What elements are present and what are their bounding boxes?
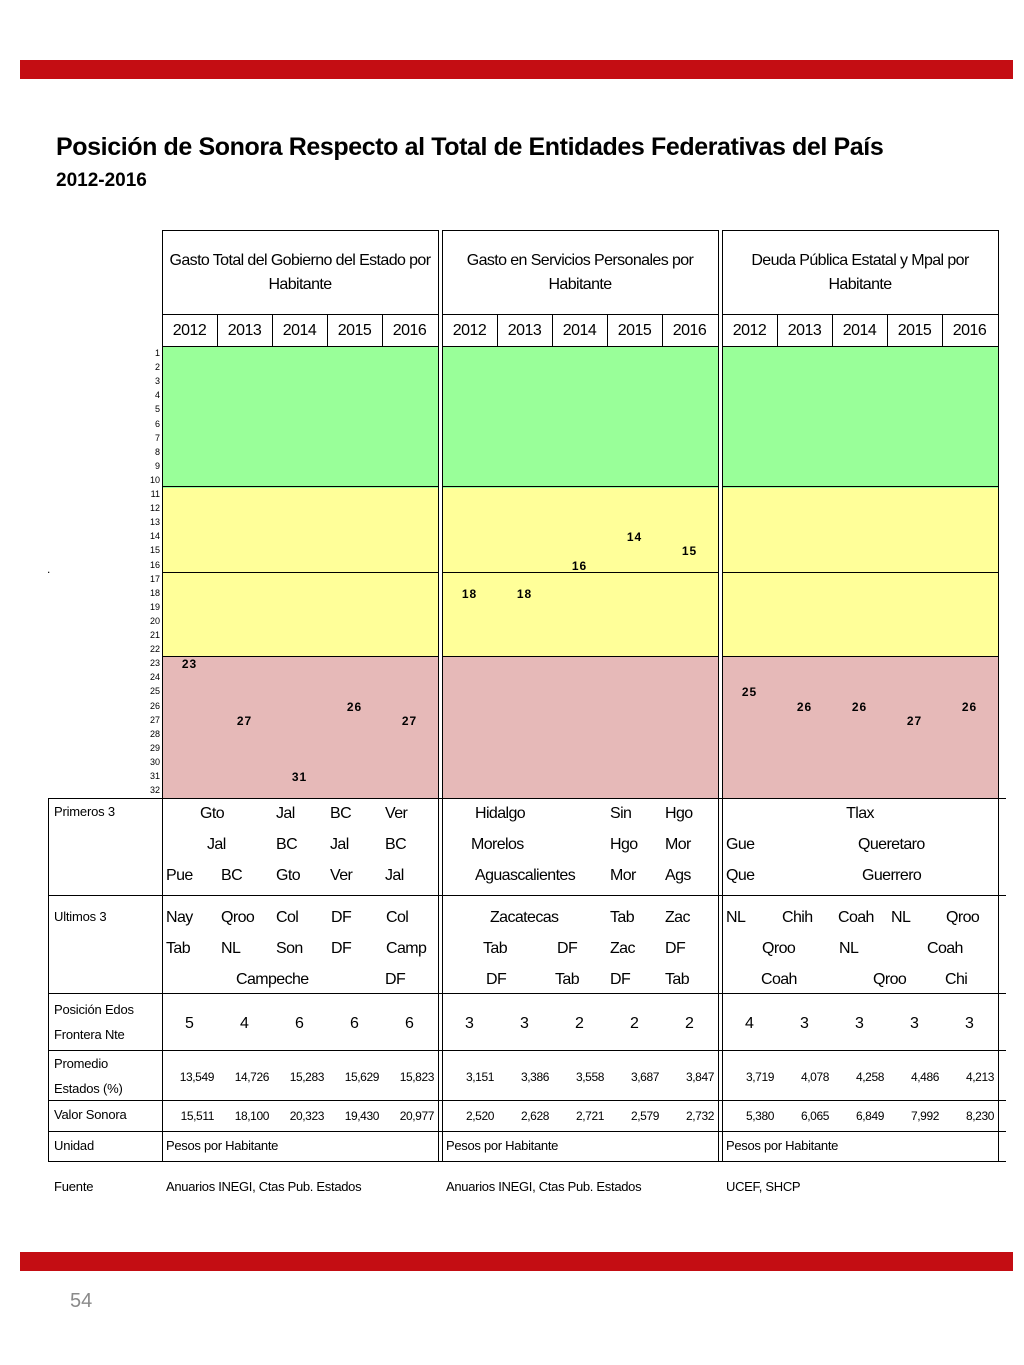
average-value: 14,726 (234, 1070, 269, 1084)
state-abbr: BC (221, 867, 243, 884)
state-abbr: Gto (276, 867, 300, 884)
rank-point: 27 (401, 713, 418, 728)
row-label-valor: Valor Sonora (54, 1107, 127, 1122)
state-abbr: Chi (945, 971, 968, 988)
column-rule (272, 314, 273, 347)
column-rule (217, 314, 218, 347)
row-label-posicion: Posición Edos (54, 1002, 134, 1017)
page-title: Posición de Sonora Respecto al Total de Entidades Federativas del País (56, 133, 884, 161)
state-abbr: DF (486, 971, 507, 988)
state-abbr: DF (557, 940, 578, 957)
group-title-line: Gasto en Servicios Personales por (466, 252, 694, 269)
rank-number: 6 (154, 418, 160, 429)
average-value: 13,549 (179, 1070, 214, 1084)
page-subtitle: 2012-2016 (56, 170, 147, 191)
state-abbr: Nay (166, 909, 193, 926)
group-title (467, 249, 694, 297)
row-rule (162, 486, 439, 487)
state-abbr: Tlax (846, 805, 874, 822)
rank-number: 16 (149, 559, 160, 570)
state-abbr: Jal (385, 867, 404, 884)
sonora-value: 8,230 (965, 1109, 994, 1123)
state-abbr: Qroo (762, 940, 796, 957)
row-label-posicion: Frontera Nte (54, 1027, 125, 1042)
rank-point: 26 (796, 699, 813, 714)
column-rule (438, 230, 439, 1162)
frontera-position: 2 (575, 1015, 584, 1032)
rank-point: 16 (571, 558, 588, 573)
state-abbr: Zac (665, 909, 690, 926)
rank-number: 13 (149, 517, 160, 528)
band-pink (442, 657, 718, 798)
rank-number: 12 (149, 503, 160, 514)
rank-number: 15 (149, 545, 160, 556)
stray-mark: . (47, 562, 51, 576)
state-abbr: Qroo (946, 909, 980, 926)
state-abbr: Ver (330, 867, 353, 884)
column-rule (942, 314, 943, 347)
column-rule (662, 314, 663, 347)
state-abbr: BC (276, 836, 298, 853)
rank-number: 2 (154, 362, 160, 373)
average-value: 3,719 (745, 1070, 774, 1084)
column-rule (48, 798, 49, 1162)
rank-point: 31 (291, 770, 308, 784)
rank-number: 27 (149, 714, 160, 725)
rank-number: 30 (149, 756, 160, 767)
column-rule (722, 230, 723, 1162)
rank-number: 26 (149, 700, 160, 711)
average-value: 15,283 (289, 1070, 324, 1084)
column-rule (777, 314, 778, 347)
state-abbr: NL (839, 940, 859, 957)
average-value: 4,258 (855, 1070, 884, 1084)
frontera-position: 2 (630, 1015, 639, 1032)
column-rule (162, 230, 163, 1162)
state-abbr: Son (276, 940, 303, 957)
frontera-position: 4 (745, 1015, 754, 1032)
state-abbr: Camp (386, 940, 427, 957)
average-value: 3,558 (575, 1070, 604, 1084)
row-rule (162, 656, 439, 657)
state-abbr: BC (330, 805, 352, 822)
average-value: 3,687 (630, 1070, 659, 1084)
row-label-promedio: Estados (%) (54, 1081, 123, 1096)
row-rule (162, 230, 439, 231)
sonora-value: 15,511 (180, 1109, 214, 1123)
column-rule (382, 314, 383, 347)
group-header (722, 232, 998, 314)
rank-point: 15 (681, 544, 698, 559)
unit-text: Pesos por Habitante (726, 1138, 839, 1153)
year-header: 2012 (452, 322, 487, 339)
state-abbr: DF (331, 940, 352, 957)
sonora-value: 20,323 (289, 1109, 324, 1123)
row-rule (442, 346, 719, 347)
year-header: 2013 (227, 322, 262, 339)
year-header: 2013 (507, 322, 542, 339)
column-rule (442, 230, 443, 1162)
rank-number: 1 (154, 348, 160, 358)
state-name: Hidalgo (475, 805, 526, 822)
column-rule (607, 314, 608, 347)
row-rule (722, 314, 999, 315)
year-header: 2013 (787, 322, 822, 339)
rank-number: 9 (154, 460, 160, 471)
state-abbr: Tab (166, 940, 190, 957)
state-abbr: Qroo (873, 971, 907, 988)
state-abbr: DF (610, 971, 631, 988)
row-rule (162, 314, 439, 315)
band-green (442, 347, 718, 488)
year-header: 2014 (282, 322, 317, 339)
average-value: 4,486 (910, 1070, 939, 1084)
frontera-position: 6 (350, 1015, 359, 1032)
row-rule (48, 1100, 1006, 1101)
sonora-value: 2,732 (685, 1109, 714, 1123)
state-abbr: Coah (761, 971, 797, 988)
row-rule (442, 656, 719, 657)
rank-point: 27 (906, 713, 923, 728)
rank-point: 25 (741, 685, 758, 700)
group-title-line: Gasto Total del Gobierno del Estado por (169, 252, 431, 269)
state-abbr: Ver (385, 805, 408, 822)
frontera-position: 4 (240, 1015, 249, 1032)
state-abbr: Gto (200, 805, 224, 822)
sonora-value: 20,977 (399, 1109, 434, 1123)
sonora-value: 2,628 (520, 1109, 549, 1123)
rank-number: 11 (150, 489, 160, 499)
frontera-position: 3 (465, 1015, 474, 1032)
year-header: 2016 (952, 322, 987, 339)
state-abbr: Gue (726, 836, 755, 853)
row-label-promedio: Promedio (54, 1056, 109, 1071)
group-title-line: Deuda Pública Estatal y Mpal por (751, 252, 969, 269)
frontera-position: 6 (405, 1015, 414, 1032)
rank-point: 14 (626, 530, 643, 545)
rank-number: 21 (149, 630, 160, 640)
sonora-value: 2,721 (575, 1109, 604, 1123)
state-abbr: Tab (665, 971, 689, 988)
rank-number: 8 (154, 446, 160, 457)
frontera-position: 6 (295, 1015, 304, 1032)
page-number: 54 (70, 1290, 93, 1312)
rank-number: 4 (154, 390, 160, 401)
row-label-ultimos: Ultimos 3 (54, 909, 107, 924)
rank-point: 18 (461, 586, 478, 601)
state-abbr: Pue (166, 867, 193, 884)
column-rule (998, 230, 999, 1162)
row-label-primeros: Primeros 3 (54, 804, 115, 819)
state-abbr: Sin (610, 805, 632, 822)
bottom-accent-bar (20, 1252, 1013, 1271)
group-title-line: Habitante (828, 276, 892, 293)
rank-number: 23 (149, 658, 160, 669)
column-rule (327, 314, 328, 347)
row-rule (442, 230, 719, 231)
frontera-position: 3 (855, 1015, 864, 1032)
state-abbr: Chih (782, 909, 813, 926)
row-rule (48, 1131, 1006, 1132)
rank-point: 18 (516, 586, 533, 601)
top-accent-bar (20, 60, 1013, 79)
row-rule (442, 486, 719, 487)
year-header: 2012 (732, 322, 767, 339)
year-header: 2014 (562, 322, 597, 339)
frontera-position: 5 (185, 1015, 194, 1032)
column-rule (832, 314, 833, 347)
average-value: 15,629 (344, 1070, 379, 1084)
state-abbr: Tab (555, 971, 579, 988)
frontera-position: 3 (965, 1015, 974, 1032)
row-label-fuente: Fuente (54, 1179, 94, 1194)
year-header: 2016 (672, 322, 707, 339)
frontera-position: 3 (800, 1015, 809, 1032)
state-abbr: Tab (483, 940, 507, 957)
average-value: 4,213 (965, 1070, 994, 1084)
row-rule (722, 572, 999, 573)
rank-number: 18 (149, 587, 160, 598)
state-abbr: Hgo (665, 805, 693, 822)
state-name: Aguascalientes (475, 867, 576, 884)
row-rule (722, 486, 999, 487)
row-rule (722, 230, 999, 231)
rank-number: 7 (154, 432, 160, 443)
state-abbr: DF (331, 909, 352, 926)
rank-point: 26 (851, 699, 868, 714)
unit-text: Pesos por Habitante (446, 1138, 559, 1153)
average-value: 15,823 (399, 1070, 434, 1084)
state-abbr: Zac (610, 940, 635, 957)
frontera-position: 3 (910, 1015, 919, 1032)
state-abbr: DF (665, 940, 686, 957)
year-header: 2016 (392, 322, 427, 339)
source-text: Anuarios INEGI, Ctas Pub. Estados (166, 1179, 362, 1194)
state-abbr: Jal (207, 836, 226, 853)
state-abbr: Hgo (610, 836, 638, 853)
row-rule (48, 895, 1006, 896)
source-text: Anuarios INEGI, Ctas Pub. Estados (446, 1179, 642, 1194)
state-abbr: NL (221, 940, 241, 957)
row-rule (442, 572, 719, 573)
rank-point: 27 (236, 713, 253, 728)
band-green (162, 347, 438, 488)
state-abbr: Ags (665, 867, 691, 884)
rank-number: 32 (149, 785, 160, 796)
unit-text: Pesos por Habitante (166, 1138, 279, 1153)
sonora-value: 19,430 (344, 1109, 379, 1123)
row-rule (722, 346, 999, 347)
row-rule (442, 314, 719, 315)
state-name: Campeche (236, 971, 309, 988)
state-abbr: Mor (665, 836, 691, 853)
source-text: UCEF, SHCP (726, 1179, 801, 1194)
column-rule (718, 230, 719, 1162)
row-rule (162, 572, 439, 573)
rank-number: 22 (149, 644, 160, 655)
state-name: Morelos (471, 836, 524, 853)
row-rule (48, 1161, 1006, 1162)
frontera-position: 3 (520, 1015, 529, 1032)
year-header: 2015 (337, 322, 372, 339)
group-header (162, 232, 438, 314)
group-header (442, 232, 718, 314)
column-rule (552, 314, 553, 347)
band-pink (722, 657, 998, 798)
rank-number: 3 (154, 376, 160, 387)
row-rule (48, 993, 1006, 994)
state-abbr: Coah (927, 940, 963, 957)
year-header: 2012 (172, 322, 207, 339)
average-value: 4,078 (800, 1070, 829, 1084)
rank-number: 14 (149, 531, 160, 542)
state-abbr: Col (386, 909, 409, 926)
year-header: 2015 (617, 322, 652, 339)
state-abbr: Mor (610, 867, 636, 884)
rank-number: 5 (154, 404, 160, 415)
state-name: Guerrero (862, 867, 922, 884)
state-abbr: NL (891, 909, 911, 926)
sonora-value: 5,380 (745, 1109, 774, 1123)
sonora-value: 6,065 (800, 1109, 829, 1123)
state-name: Zacatecas (490, 909, 559, 926)
rank-number: 25 (149, 686, 160, 697)
state-abbr: Qroo (221, 909, 255, 926)
column-rule (887, 314, 888, 347)
sonora-value: 7,992 (910, 1109, 939, 1123)
group-title (170, 249, 431, 297)
row-rule (48, 1050, 1006, 1051)
state-abbr: Coah (838, 909, 874, 926)
row-rule (722, 656, 999, 657)
row-rule (162, 346, 439, 347)
average-value: 3,151 (465, 1070, 494, 1084)
state-abbr: DF (385, 971, 406, 988)
state-abbr: Que (726, 867, 755, 884)
sonora-value: 18,100 (234, 1109, 269, 1123)
year-header: 2014 (842, 322, 877, 339)
rank-number: 29 (149, 742, 160, 753)
group-title-line: Habitante (548, 276, 612, 293)
year-header: 2015 (897, 322, 932, 339)
rank-number: 31 (149, 771, 160, 781)
rank-number: 10 (149, 474, 160, 485)
state-abbr: Jal (276, 805, 295, 822)
group-title-line: Habitante (268, 276, 332, 293)
rank-point: 23 (181, 657, 198, 672)
rank-number: 28 (149, 728, 160, 739)
sonora-value: 2,579 (630, 1109, 659, 1123)
rank-number: 20 (149, 615, 160, 626)
column-rule (497, 314, 498, 347)
rank-number: 17 (149, 573, 160, 584)
rank-point: 26 (346, 699, 363, 714)
state-abbr: NL (726, 909, 746, 926)
column-rule (48, 798, 49, 802)
state-abbr: Jal (330, 836, 349, 853)
group-title (751, 249, 968, 297)
row-label-unidad: Unidad (54, 1138, 94, 1153)
rank-number: 19 (149, 601, 160, 612)
sonora-value: 2,520 (465, 1109, 494, 1123)
row-rule (48, 798, 1006, 799)
state-abbr: BC (385, 836, 407, 853)
state-abbr: Col (276, 909, 299, 926)
rank-number: 24 (149, 672, 160, 683)
sonora-value: 6,849 (855, 1109, 884, 1123)
average-value: 3,847 (685, 1070, 714, 1084)
band-green (722, 347, 998, 488)
state-name: Queretaro (858, 836, 925, 853)
state-abbr: Tab (610, 909, 634, 926)
frontera-position: 2 (685, 1015, 694, 1032)
average-value: 3,386 (520, 1070, 549, 1084)
rank-point: 26 (961, 699, 978, 714)
